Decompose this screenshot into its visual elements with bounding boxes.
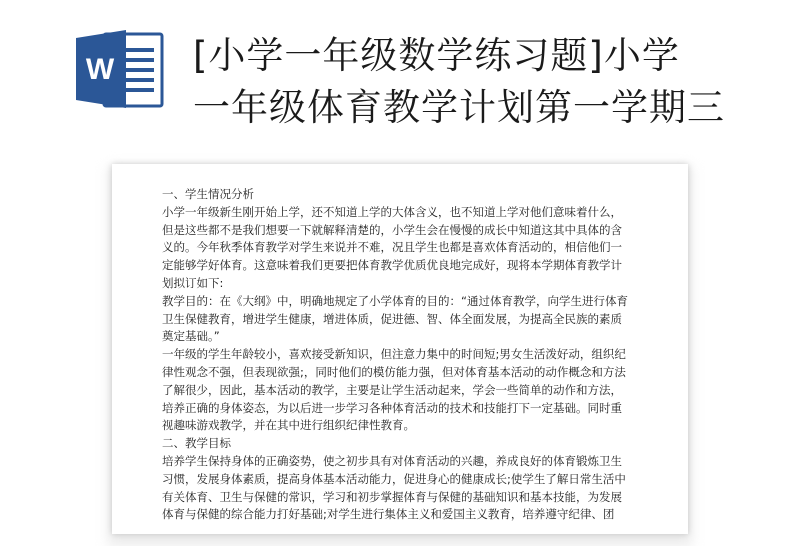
doc-line: 了解很少，因此，基本活动的教学，主要是让学生活动起来，学会一些简单的动作和方法， [162,382,622,397]
doc-line: 小学一年级新生刚开始上学，还不知道上学的大体含义，也不知道上学对他们意味着什么， [162,204,622,219]
doc-line: 定能够学好体育。这意味着我们更要把体育教学优质优良地完成好，现将本学期体育教学计 [162,258,622,273]
doc-line: 培养正确的身体姿态，为以后进一步学习各种体育活动的技术和技能打下一定基础。同时重 [162,400,622,415]
doc-line: 培养学生保持身体的正确姿势，使之初步具有对体育活动的兴趣，养成良好的体育锻炼卫生 [162,453,622,468]
banner [0,0,800,150]
doc-line: 习惯，发展身体素质，提高身体基本活动能力，促进身心的健康成长;使学生了解日常生活中 [162,471,626,486]
doc-line: 但是这些都不是我们想要一下就解释清楚的，小学生会在慢慢的成长中知道这其中具体的含 [162,222,622,237]
section-heading: 一、学生情况分析 [162,187,254,201]
doc-line: 体育与保健的综合能力打好基础;对学生进行集体主义和爱国主义教育，培养遵守纪律、团 [162,507,615,522]
page-title [193,30,753,134]
doc-line: 视趣味游戏教学，并在其中进行组织纪律性教育。 [162,418,415,433]
doc-line: 一年级的学生年龄较小，喜欢接受新知识，但注意力集中的时间短;男女生活泼好动，组织纪 [162,347,626,362]
doc-line: 教学目的：在《大纲》中，明确地规定了小学体育的目的：“通过体育教学，向学生进行体育 [162,293,628,308]
doc-line: 义的。今年秋季体育教学对学生来说并不难，况且学生也都是喜欢体育活动的，相信他们一 [162,240,622,255]
word-icon-letter: W [85,53,115,86]
doc-line: 律性观念不强，但表现欲强;，同时他们的模仿能力强，但对体育基本活动的动作概念和方法 [162,364,626,379]
section-heading: 二、教学目标 [162,436,231,451]
doc-line: 奠定基础。” [162,329,220,344]
title-line-1: [小学一年级数学练习题]小学 [193,34,680,77]
doc-line: 卫生保健教育，增进学生健康，增进体质，促进德、智、体全面发展，为提高全民族的素质 [162,311,622,326]
document-body [162,186,642,524]
doc-line: 划拟订如下: [162,275,224,290]
doc-line: 有关体育、卫生与保健的常识，学习和初步掌握体育与保健的基础知识和基本技能，为发展 [162,489,622,504]
word-document-icon [76,28,166,110]
title-line-2: 一年级体育教学计划第一学期三 [193,86,725,129]
